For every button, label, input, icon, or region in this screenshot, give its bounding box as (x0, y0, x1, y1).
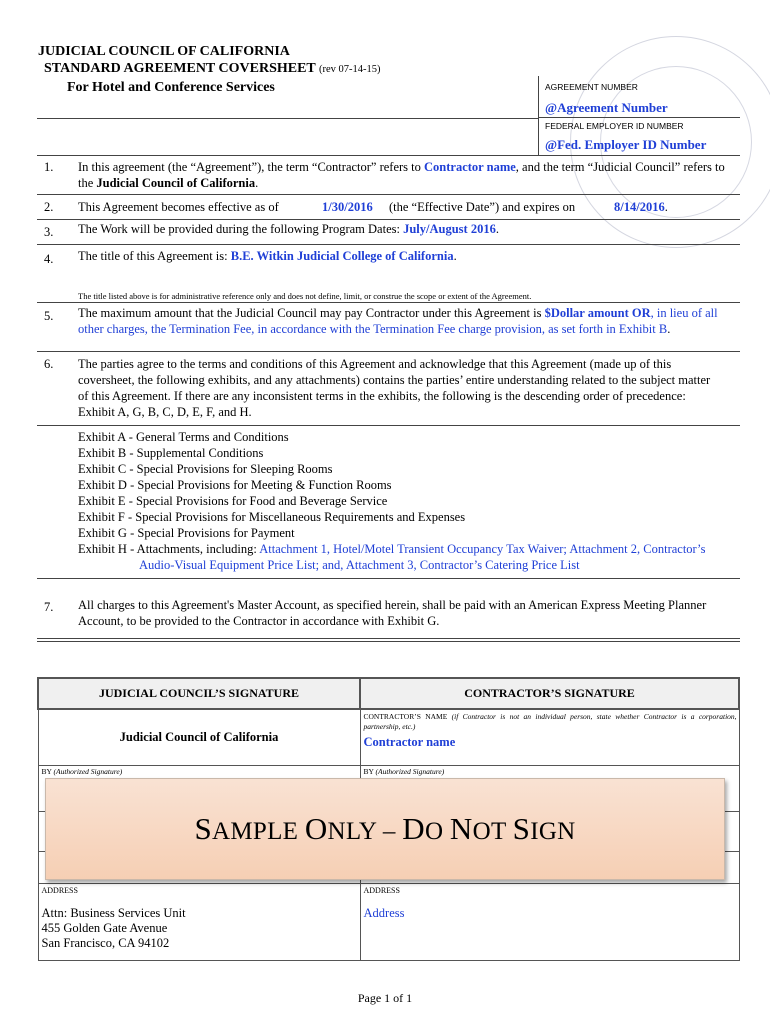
item-2-number: 2. (44, 200, 54, 214)
jc-address: Attn: Business Services Unit 455 Golden Gate Avenue San Francisco, CA 94102 (41, 905, 186, 950)
fein-value[interactable]: @Fed. Employer ID Number (545, 137, 707, 152)
contractor-signature-header: CONTRACTOR’S SIGNATURE (360, 678, 739, 709)
agreement-title-field[interactable]: B.E. Witkin Judicial College of California (230, 249, 454, 263)
contractor-name-cell (360, 709, 739, 765)
item-4-text: The title of this Agreement is: B.E. Witkin Judicial College of California. (78, 249, 457, 263)
contractor-address-cell (360, 883, 739, 960)
jc-by-cell[interactable]: BY (Authorized Signature) (38, 765, 360, 811)
effective-date-field[interactable]: 1/30/2016 (322, 200, 373, 214)
jc-address-label: ADDRESS (41, 885, 78, 895)
termination-fee-text: other charges, the Termination Fee, in accordance with the Termination Fee charge provision, as set forth in Exhibit B (78, 322, 668, 336)
doc-title-text: STANDARD AGREEMENT COVERSHEET (44, 61, 316, 76)
item-7-text: All charges to this Agreement's Master Account, as specified herein, shall be paid with an American Express Meeting Planner Account, to be provided to the Contractor in accordance with Exhibit G. (78, 598, 707, 628)
item-5-text: The maximum amount that the Judicial Council may pay Contractor under this Agreement is $Dollar amount OR, in lieu of all other charges, the Termination Fee, in accordance with the Termination Fee charge provision, as set forth in Exhibit B. (78, 306, 718, 336)
contractor-name-label: CONTRACTOR’S NAME (if Contractor is not an individual person, state whether Contractor is a corporation, partnership, etc.) (363, 712, 737, 731)
sample-only-stamp (45, 778, 725, 880)
item-7-number: 7. (44, 600, 54, 614)
list-item: Exhibit A - General Terms and Conditions (78, 430, 289, 444)
item-1-text: In this agreement (the “Agreement”), the term “Contractor” refers to Contractor name, and the term “Judicial Council” refers to the Judicial Council of California. (78, 160, 725, 190)
attachments-text-cont: Audio-Visual Equipment Price List; and, Attachment 3, Contractor’s Catering Price List (139, 558, 580, 572)
item-5-number: 5. (44, 309, 54, 323)
jc-signature-header: JUDICIAL COUNCIL’S SIGNATURE (38, 678, 360, 709)
list-item: Exhibit D - Special Provisions for Meeting & Function Rooms (78, 478, 392, 492)
contractor-by-cell[interactable]: BY (Authorized Signature) (360, 765, 739, 811)
list-item: Exhibit C - Special Provisions for Sleeping Rooms (78, 462, 333, 476)
contractor-name-input[interactable]: Contractor name (363, 735, 456, 749)
item-3-text: The Work will be provided during the following Program Dates: July/August 2016. (78, 222, 499, 236)
contractor-name-field[interactable]: Contractor name (424, 160, 516, 174)
doc-subtitle: For Hotel and Conference Services (67, 80, 275, 95)
jc-name: Judicial Council of California (38, 709, 360, 765)
item-2-text-mid: (the “Effective Date”) and expires on (389, 200, 576, 214)
attachments-text: Attachment 1, Hotel/Motel Transient Occupancy Tax Waiver; Attachment 2, Contractor’s (259, 542, 706, 556)
contractor-address-input[interactable]: Address (363, 905, 405, 920)
doc-title (44, 61, 381, 77)
list-item: Exhibit H - Attachments, including: Attachment 1, Hotel/Motel Transient Occupancy Tax Waiver; Attachment 2, Contractor’s (78, 542, 706, 556)
list-item: Exhibit G - Special Provisions for Payment (78, 526, 295, 540)
list-item: Exhibit F - Special Provisions for Miscellaneous Requirements and Expenses (78, 510, 466, 524)
list-item: Exhibit E - Special Provisions for Food and Beverage Service (78, 494, 388, 508)
item-2-text: This Agreement becomes effective as of (78, 200, 279, 214)
program-dates-field[interactable]: July/August 2016 (403, 222, 496, 236)
expiry-date-field[interactable]: 8/14/2016 (614, 200, 665, 214)
fein-label: FEDERAL EMPLOYER ID NUMBER (545, 121, 684, 131)
item-3-number: 3. (44, 225, 54, 239)
expiry-date-wrap: 8/14/2016. (614, 200, 668, 214)
org-name: JUDICIAL COUNCIL OF CALIFORNIA (38, 44, 290, 59)
contractor-address-label: ADDRESS (363, 885, 400, 895)
dollar-amount-field[interactable]: $Dollar amount OR (544, 306, 651, 320)
agreement-number-label: AGREEMENT NUMBER (545, 82, 638, 92)
rev-date: (rev 07-14-15) (319, 64, 381, 75)
page-number: Page 1 of 1 (357, 991, 413, 1005)
sample-only-text: SAMPLE ONLY – DO NOT SIGN (194, 811, 576, 846)
title-disclaimer: The title listed above is for administrative reference only and does not define, limit, or construe the scope or extent of the Agreement. (78, 291, 532, 301)
item-1-number: 1. (44, 160, 54, 174)
jc-address-cell (38, 883, 360, 960)
exhibit-list (78, 429, 706, 573)
item-4-number: 4. (44, 252, 54, 266)
agreement-number-value[interactable]: @Agreement Number (545, 100, 668, 115)
list-item: Exhibit B - Supplemental Conditions (78, 446, 264, 460)
item-6-number: 6. (44, 357, 54, 371)
item-6-text: The parties agree to the terms and conditions of this Agreement and acknowledge that this Agreement (made up of this coversheet, the following exhibits, and any attachments) contains the parties’ entire understanding related to the subject matter of this Agreement. If there are any inconsistent terms in the exhibits, the following is the descending order of precedence: Exhibit A, G, B, C, D, E, F, and H. (78, 357, 711, 419)
